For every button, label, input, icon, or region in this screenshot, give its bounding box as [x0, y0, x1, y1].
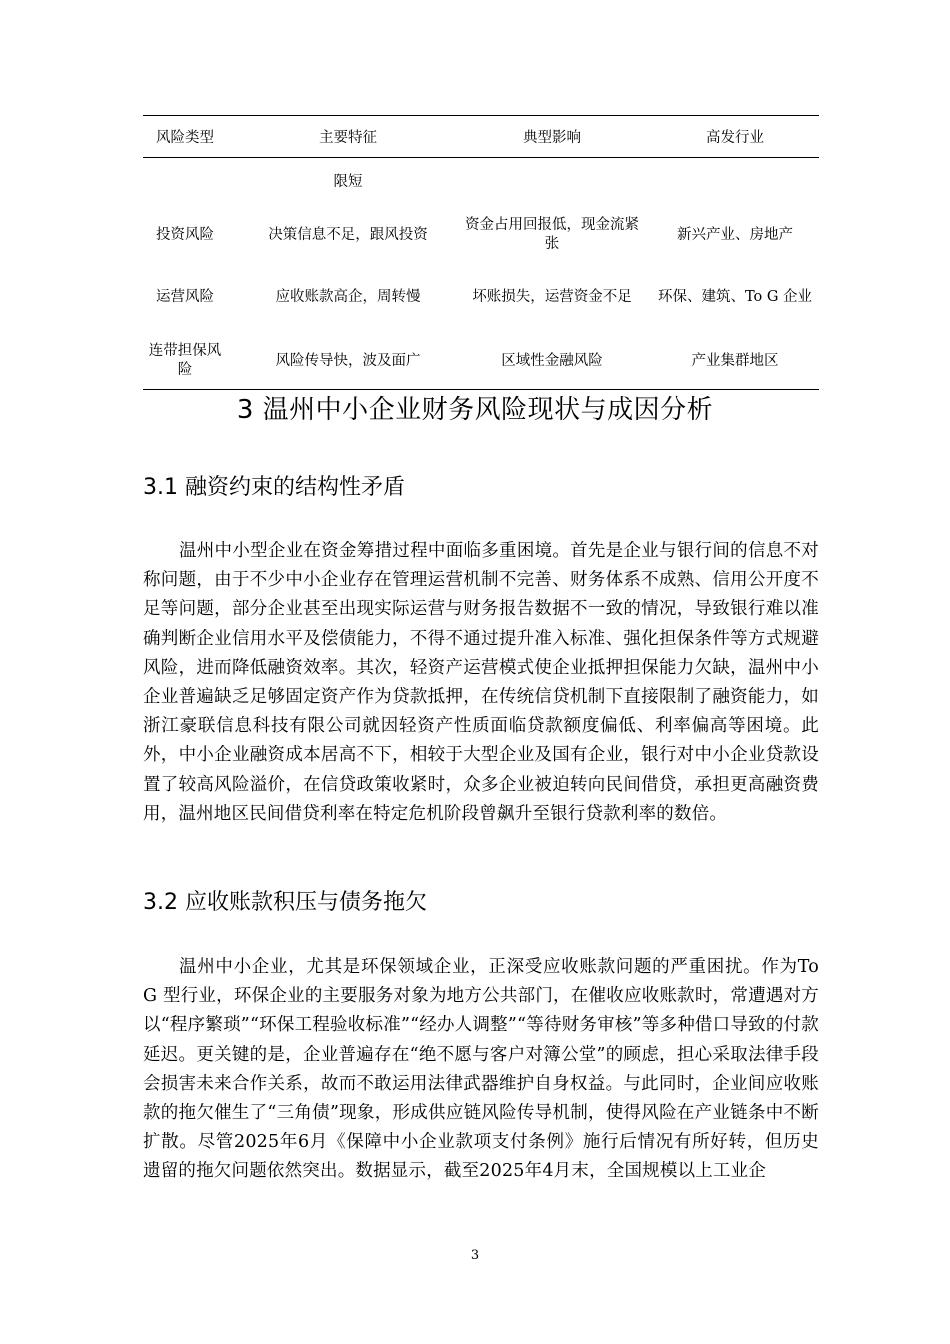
table-cell: 决策信息不足，跟风投资: [268, 226, 428, 243]
subsection-heading-3-1: 3.1 融资约束的结构性矛盾: [143, 475, 405, 500]
table-cell: 产业集群地区: [691, 352, 779, 369]
table-top-rule: [143, 115, 819, 116]
table-cell: 风险传导快，波及面广: [275, 352, 421, 369]
body-paragraph: 温州中小企业，尤其是环保领域企业，正深受应收账款问题的严重困扰。作为To G 型行业，环保企业的主要服务对象为地方公共部门，在催收应收账款时，常遭遇对方以“程序繁琐”“环保工程验收标准”“经办人调整”“等待财务审核”等多种借口导致的付款延迟。更关键的是，企业普遍存在“绝不愿与客户对簿公堂”的顾虑，担心采取法律手段会损害未来合作关系，故而不敢运用法律武器维护自身权益。与此同时，企业间应收账款的拖欠催生了“三角债”现象，形成供应链风险传导机制，使得风险在产业链条中不断扩散。尽管2025年6月《保障中小企业款项支付条例》施行后情况有所好转，但历史遗留的拖欠问题依然突出。数据显示，截至2025年4月末，全国规模以上工业企: [143, 957, 819, 1182]
table-header-cell: 高发行业: [706, 129, 764, 146]
table-header-cell: 风险类型: [156, 129, 214, 146]
table-cell: 资金占用回报低，现金流紧张: [465, 217, 639, 252]
subsection-heading-3-2: 3.2 应收账款积压与债务拖欠: [143, 890, 427, 915]
table-cell: 新兴产业、房地产: [677, 226, 793, 243]
page-number: 3: [470, 1248, 480, 1263]
section-heading: 3 温州中小企业财务风险现状与成因分析: [236, 395, 714, 425]
table-cell: 运营风险: [156, 288, 214, 305]
table-header-cell: 典型影响: [523, 129, 581, 146]
table-header-cell: 主要特征: [319, 129, 377, 146]
table-header-rule: [143, 157, 819, 158]
table-cell: 区域性金融风险: [501, 352, 603, 369]
table-cell: 投资风险: [156, 226, 214, 243]
table-cell: 环保、建筑、To G 企业: [657, 288, 813, 305]
table-cell-continuation: 限短: [333, 173, 363, 190]
table-cell: 连带担保风险: [148, 343, 222, 378]
body-paragraph: 温州中小型企业在资金筹措过程中面临多重困境。首先是企业与银行间的信息不对称问题，由于不少中小企业存在管理运营机制不完善、财务体系不成熟、信用公开度不足等问题，部分企业甚至出现实际运营与财务报告数据不一致的情况，导致银行难以准确判断企业信用水平及偿债能力，不得不通过提升准入标准、强化担保条件等方式规避风险，进而降低融资效率。其次，轻资产运营模式使企业抵押担保能力欠缺，温州中小企业普遍缺乏足够固定资产作为贷款抵押，在传统信贷机制下直接限制了融资能力，如浙江豪联信息科技有限公司就因轻资产性质面临贷款额度偏低、利率偏高等困境。此外，中小企业融资成本居高不下，相较于大型企业及国有企业，银行对中小企业贷款设置了较高风险溢价，在信贷政策收紧时，众多企业被迫转向民间借贷，承担更高融资费用，温州地区民间借贷利率在特定危机阶段曾飙升至银行贷款利率的数倍。: [143, 541, 819, 824]
table-bottom-rule: [143, 389, 819, 390]
table-cell: 坏账损失，运营资金不足: [472, 288, 632, 305]
table-cell: 应收账款高企，周转慢: [275, 288, 421, 305]
